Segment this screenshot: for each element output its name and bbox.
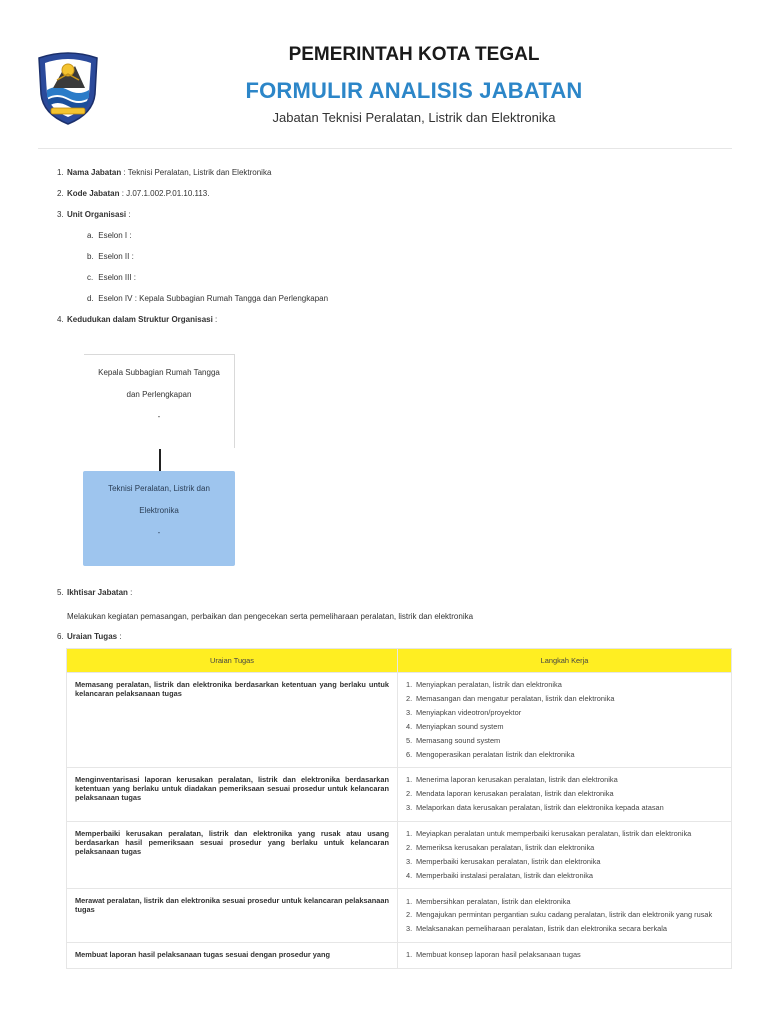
org-box-text: dan Perlengkapan [126, 390, 192, 399]
step-item: 3. Memperbaiki kerusakan peralatan, listrik dan elektronika [406, 856, 601, 866]
item-number: 2. [57, 189, 64, 198]
steps-cell [398, 673, 732, 768]
task-cell: Merawat peralatan, listrik dan elektronika sesuai prosedur untuk kelancaran pelaksanaan tugas [67, 889, 398, 943]
item-label: Kedudukan dalam Struktur Organisasi [67, 315, 213, 324]
step-item: 2. Mendata laporan kerusakan peralatan, listrik dan elektronika [406, 789, 614, 799]
step-item: 2. Memeriksa kerusakan peralatan, listrik dan elektronika [406, 842, 595, 852]
column-header-uraian-tugas: Uraian Tugas [67, 649, 398, 673]
step-item: 1. Menyiapkan peralatan, listrik dan elektronika [406, 680, 562, 690]
item-value: : [127, 588, 133, 597]
step-item: 5. Memasang sound system [406, 735, 501, 745]
column-header-langkah-kerja: Langkah Kerja [398, 649, 732, 673]
steps-cell [398, 821, 732, 889]
item-label: Kode Jabatan [67, 189, 120, 198]
item-kode-jabatan [57, 189, 737, 210]
org-box-supervisor [84, 354, 235, 448]
item-number: 3. [57, 210, 64, 219]
task-cell: Memasang peralatan, listrik dan elektronika berdasarkan ketentuan yang berlaku untuk kelancaran pelaksanaan tugas [67, 673, 398, 768]
task-cell: Memperbaiki kerusakan peralatan, listrik dan elektronika yang rusak atau usang berdasarkan hasil pemeriksaan sesuai prosedur yang berlaku untuk kelancaran pelaksanaan tugas [67, 821, 398, 889]
task-cell: Membuat laporan hasil pelaksanaan tugas sesuai dengan prosedur yang [67, 943, 398, 969]
header-divider [38, 148, 732, 149]
table-row [67, 673, 732, 768]
step-item: 3. Melaksanakan pemeliharaan peralatan, listrik dan elektronika secara berkala [406, 924, 668, 934]
sub-item-letter: b. [87, 252, 94, 261]
item-uraian-tugas [57, 632, 122, 641]
item-number: 1. [57, 168, 64, 177]
step-item: 2. Memasangan dan mengatur peralatan, listrik dan elektronika [406, 694, 615, 704]
step-item: 2. Mengajukan permintan pergantian suku cadang peralatan, listrik dan elektronik yang rusak [406, 910, 713, 920]
sub-item-letter: c. [87, 273, 94, 282]
table-row [67, 821, 732, 889]
step-item: 1. Membersihkan peralatan, listrik dan elektronika [406, 896, 571, 906]
sub-item-letter: a. [87, 231, 94, 240]
step-item: 3. Melaporkan data kerusakan peralatan, listrik dan elektronika kepada atasan [406, 803, 664, 813]
item-number: 4. [57, 315, 64, 324]
step-item: 6. Mengoperasikan peralatan listrik dan elektronika [406, 749, 575, 759]
steps-cell [398, 768, 732, 822]
item-label: Nama Jabatan [67, 168, 122, 177]
step-item: 1. Membuat konsep laporan hasil pelaksanaan tugas [406, 950, 581, 960]
step-item: 3. Menyiapkan videotron/proyektor [406, 707, 522, 717]
step-item: 4. Memperbaiki instalasi peralatan, listrik dan elektronika [406, 870, 594, 880]
item-value: : J.07.1.002.P.01.10.113. [119, 189, 210, 198]
item-value: : Teknisi Peralatan, Listrik dan Elektronika [121, 168, 272, 177]
item-value: : [212, 315, 218, 324]
table-row [67, 768, 732, 822]
sub-item-text: Eselon III : [98, 273, 137, 282]
form-title: FORMULIR ANALISIS JABATAN [245, 78, 583, 103]
item-number: 5. [57, 588, 64, 597]
item-unit-organisasi [57, 210, 737, 231]
step-item: 1. Menerima laporan kerusakan peralatan, listrik dan elektronika [406, 775, 618, 785]
item-value: : [117, 632, 122, 641]
org-connector-line [159, 449, 161, 471]
table-header-row [67, 649, 732, 673]
sub-item-letter: d. [87, 294, 94, 303]
item-label: Uraian Tugas [67, 632, 118, 641]
sub-item-eselon-4 [57, 294, 737, 315]
step-item: 1. Meyiapkan peralatan untuk memperbaiki kerusakan peralatan, listrik dan elektronika [406, 829, 692, 839]
form-fields [57, 168, 737, 336]
task-table [66, 648, 732, 969]
step-item: 4. Menyiapkan sound system [406, 721, 504, 731]
org-box-text: Elektronika [139, 506, 179, 515]
task-cell: Menginventarisasi laporan kerusakan peralatan, listrik dan elektronika berdasarkan ketentuan yang berlaku untuk diadakan pemeriksaan sesuai prosedur untuk kelancaran pelaksanaan tugas [67, 768, 398, 822]
steps-cell [398, 943, 732, 969]
org-box-text: - [157, 528, 161, 537]
org-box-text: Teknisi Peralatan, Listrik dan [108, 484, 210, 493]
ikhtisar-description: Melakukan kegiatan pemasangan, perbaikan dan pengecekan serta pemeliharaan peralatan, listrik dan elektronika [67, 612, 474, 621]
sub-item-text: Eselon IV : Kepala Subbagian Rumah Tangga dan Perlengkapan [98, 294, 329, 303]
item-value: : [126, 210, 131, 219]
org-box-position [83, 471, 235, 566]
table-row [67, 889, 732, 943]
form-subtitle: Jabatan Teknisi Peralatan, Listrik dan Elektronika [272, 110, 556, 125]
item-number: 6. [57, 632, 64, 641]
org-box-text: Kepala Subbagian Rumah Tangga [98, 368, 220, 377]
sub-item-eselon-2 [57, 252, 737, 273]
document-header [0, 0, 768, 150]
table-row [67, 943, 732, 969]
item-nama-jabatan [57, 168, 737, 189]
government-name: PEMERINTAH KOTA TEGAL [288, 44, 540, 65]
item-label: Unit Organisasi [67, 210, 127, 219]
sub-item-text: Eselon II : [98, 252, 134, 261]
steps-cell [398, 889, 732, 943]
sub-item-text: Eselon I : [98, 231, 132, 240]
org-box-text: - [157, 412, 161, 421]
sub-item-eselon-1 [57, 231, 737, 252]
sub-item-eselon-3 [57, 273, 737, 294]
item-ikhtisar-jabatan [57, 588, 474, 621]
item-kedudukan [57, 315, 737, 336]
item-label: Ikhtisar Jabatan [67, 588, 128, 597]
